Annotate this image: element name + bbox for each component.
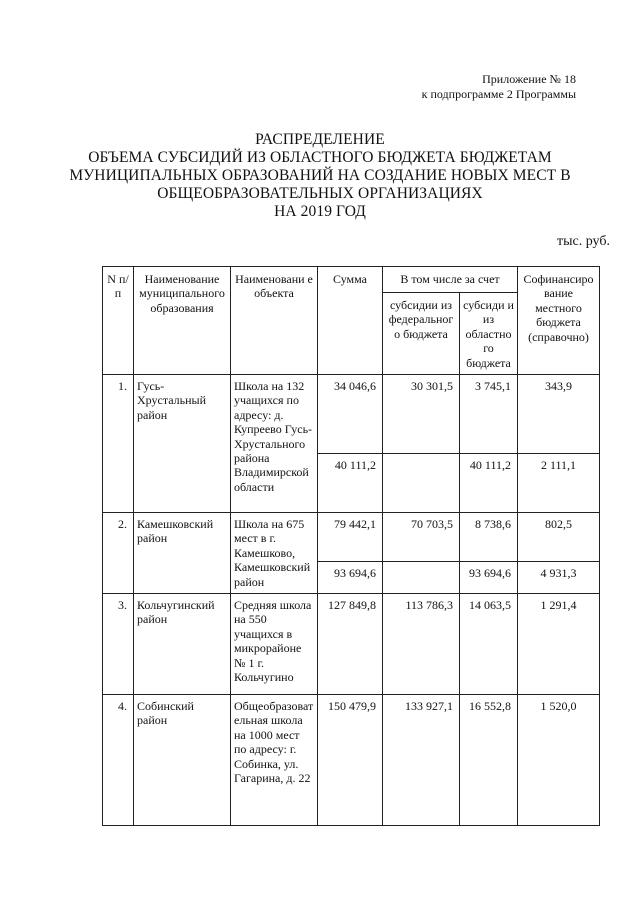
row-object: Школа на 675 мест в г. Камешково, Камешковский район (231, 513, 318, 594)
table-row (103, 513, 600, 562)
table-row (103, 594, 600, 695)
row-federal (383, 561, 460, 593)
row-municipality: Кольчугинский район (134, 594, 231, 695)
row-federal: 133 927,1 (383, 695, 460, 826)
row-regional: 16 552,8 (460, 695, 518, 826)
row-municipality: Камешковский район (134, 513, 231, 594)
header-row (103, 267, 600, 293)
row-sum: 40 111,2 (318, 454, 383, 513)
table-row (103, 695, 600, 826)
row-sum: 150 479,9 (318, 695, 383, 826)
row-object: Общеобразовательная школа на 1000 мест по адресу: г. Собинка, ул. Гагарина, д. 22 (231, 695, 318, 826)
appendix-note (422, 72, 576, 102)
row-cofinancing: 343,9 (518, 375, 600, 454)
row-cofinancing: 2 111,1 (518, 454, 600, 513)
row-num: 3. (103, 594, 134, 695)
appendix-line-2: к подпрограмме 2 Программы (421, 87, 576, 101)
header-including: В том числе за счет (383, 267, 518, 293)
title-line-5: НА 2019 ГОД (274, 203, 366, 220)
header-cofinancing: Софинансиро вание местного бюджета (справочно) (518, 267, 600, 375)
row-municipality: Гусь-Хрустальный район (134, 375, 231, 513)
document-title (60, 131, 580, 221)
subsidy-table (102, 266, 600, 826)
row-num: 4. (103, 695, 134, 826)
header-municipality: Наименование муниципального образования (134, 267, 231, 375)
title-line-3: МУНИЦИПАЛЬНЫХ ОБРАЗОВАНИЙ НА СОЗДАНИЕ НОВЫХ МЕСТ В (69, 167, 571, 184)
row-object: Школа на 132 учащихся по адресу: д. Купреево Гусь-Хрустального района Владимирской области (231, 375, 318, 513)
row-federal (383, 454, 460, 513)
row-cofinancing: 802,5 (518, 513, 600, 562)
appendix-line-1: Приложение № 18 (482, 72, 576, 86)
header-object: Наименовани е объекта (231, 267, 318, 375)
row-regional: 40 111,2 (460, 454, 518, 513)
row-sum: 127 849,8 (318, 594, 383, 695)
header-regional: субсиди и из областно го бюджета (460, 293, 518, 375)
table-row (103, 375, 600, 454)
row-regional: 14 063,5 (460, 594, 518, 695)
row-regional: 3 745,1 (460, 375, 518, 454)
row-federal: 113 786,3 (383, 594, 460, 695)
title-line-4: ОБЩЕОБРАЗОВАТЕЛЬНЫХ ОРГАНИЗАЦИЯХ (157, 185, 483, 202)
row-sum: 34 046,6 (318, 375, 383, 454)
row-federal: 30 301,5 (383, 375, 460, 454)
row-sum: 79 442,1 (318, 513, 383, 562)
header-federal: субсидии из федеральног о бюджета (383, 293, 460, 375)
title-line-2: ОБЪЕМА СУБСИДИЙ ИЗ ОБЛАСТНОГО БЮДЖЕТА БЮДЖЕТАМ (88, 149, 552, 166)
row-num: 1. (103, 375, 134, 513)
row-federal: 70 703,5 (383, 513, 460, 562)
row-cofinancing: 4 931,3 (518, 561, 600, 593)
title-line-1: РАСПРЕДЕЛЕНИЕ (255, 131, 385, 148)
row-municipality: Собинский район (134, 695, 231, 826)
row-regional: 93 694,6 (460, 561, 518, 593)
row-sum: 93 694,6 (318, 561, 383, 593)
header-num: N п/п (103, 267, 134, 375)
row-cofinancing: 1 291,4 (518, 594, 600, 695)
header-sum: Сумма (318, 267, 383, 375)
row-num: 2. (103, 513, 134, 594)
unit-label: тыс. руб. (557, 234, 610, 249)
row-object: Средняя школа на 550 учащихся в микрорайоне № 1 г. Кольчугино (231, 594, 318, 695)
row-cofinancing: 1 520,0 (518, 695, 600, 826)
row-regional: 8 738,6 (460, 513, 518, 562)
